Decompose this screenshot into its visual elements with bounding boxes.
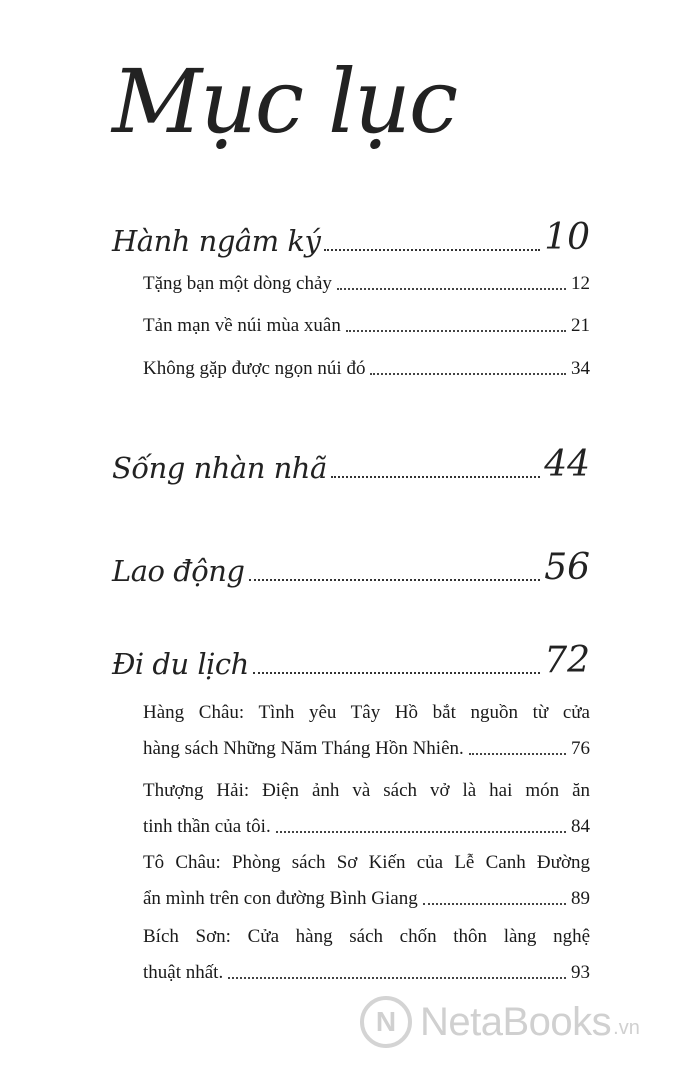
toc-section[interactable]: [143, 703, 590, 760]
section-title-line1: Thượng Hải: Điện ảnh và sách vở là hai món ăn: [143, 780, 590, 801]
toc-section[interactable]: [143, 359, 590, 380]
section-title-line1: Hàng Châu: Tình yêu Tây Hồ bắt nguồn từ cửa: [143, 702, 590, 723]
watermark-suffix: .vn: [613, 1017, 640, 1039]
chapter-page-number: 10: [544, 217, 590, 258]
toc-chapter-song-nhan-nha[interactable]: [112, 444, 590, 485]
chapter-page-number: 72: [544, 640, 590, 681]
section-page-number: 84: [571, 815, 590, 837]
section-title: Tản mạn về núi mùa xuân: [143, 315, 341, 336]
dot-leader: [337, 288, 566, 290]
toc-section[interactable]: [143, 927, 590, 984]
chapter-page-number: 56: [544, 547, 590, 588]
section-title-line2: thuật nhất.: [143, 961, 224, 983]
section-page-number: 12: [571, 273, 590, 294]
toc-chapter-hanh-ngam-ky[interactable]: [112, 217, 590, 258]
section-title-line1: Tô Châu: Phòng sách Sơ Kiến của Lễ Canh Đường: [143, 852, 590, 873]
page-title: Mục lục: [112, 50, 457, 153]
section-title: Tặng bạn một dòng chảy: [143, 273, 332, 294]
toc-section[interactable]: [143, 853, 590, 910]
section-page-number: 21: [571, 315, 590, 336]
dot-leader: [253, 672, 540, 674]
section-title-line2: ẩn mình trên con đường Bình Giang: [143, 887, 418, 909]
toc-section[interactable]: [143, 781, 590, 838]
chapter-title: Hành ngâm ký: [112, 224, 321, 258]
dot-leader: [276, 831, 566, 833]
section-title-line2: tinh thần của tôi.: [143, 815, 271, 837]
chapter-title: Đi du lịch: [112, 647, 249, 681]
section-title-line1: Bích Sơn: Cửa hàng sách chốn thôn làng nghệ: [143, 926, 590, 947]
netabooks-watermark: [360, 996, 640, 1048]
watermark-brand: NetaBooks: [420, 999, 612, 1044]
section-page-number: 76: [571, 737, 590, 759]
section-title-line2: hàng sách Những Năm Tháng Hồn Nhiên.: [143, 737, 464, 759]
toc-section[interactable]: [143, 274, 590, 295]
dot-leader: [423, 903, 566, 905]
dot-leader: [228, 977, 566, 979]
dot-leader: [331, 476, 540, 478]
dot-leader: [324, 249, 540, 251]
toc-chapter-di-du-lich[interactable]: [112, 640, 590, 681]
section-page-number: 34: [571, 358, 590, 379]
chapter-page-number: 44: [544, 444, 590, 485]
toc-section[interactable]: [143, 316, 590, 337]
section-page-number: 93: [571, 961, 590, 983]
chapter-title: Sống nhàn nhã: [112, 451, 327, 485]
dot-leader: [346, 330, 566, 332]
netabooks-logo-icon: N: [360, 996, 412, 1048]
section-page-number: 89: [571, 887, 590, 909]
dot-leader: [249, 579, 541, 581]
dot-leader: [370, 373, 566, 375]
toc-chapter-lao-dong[interactable]: [112, 547, 590, 588]
section-title: Không gặp được ngọn núi đó: [143, 358, 366, 379]
dot-leader: [469, 753, 566, 755]
chapter-title: Lao động: [112, 554, 245, 588]
